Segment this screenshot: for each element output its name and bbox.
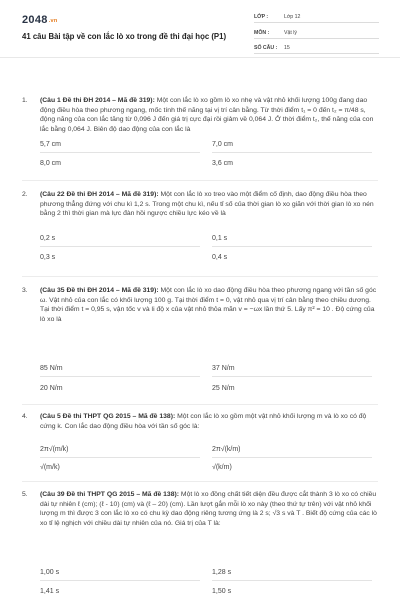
- page-header: [0, 0, 400, 58]
- option-label: 7,0 cm: [212, 141, 234, 148]
- answer-option[interactable]: [40, 460, 200, 476]
- answer-option[interactable]: [212, 442, 372, 458]
- question-body: Một con lắc lò xo dao động điều hòa theo phương ngang với tần số góc ω. Vật nhỏ của con lắc có khối lượng 100 g. Tại thời điểm t = 0, vật nhỏ qua vị trí cân bằng theo chiều dương. Tại thời điểm t = 0,95 s, vận tốc v và li độ x của vật nhỏ thỏa mãn v = −ωx lần thứ 5. Lấy π² = 10 . Độ cứng của lò xo là: [40, 287, 377, 323]
- question-number: 5.: [22, 491, 28, 498]
- divider: [22, 404, 378, 405]
- answer-option[interactable]: [212, 361, 372, 377]
- divider: [40, 457, 200, 458]
- option-label: 20 N/m: [40, 385, 63, 392]
- answer-option[interactable]: [40, 442, 200, 458]
- option-label: √(m/k): [40, 464, 60, 471]
- question-body: Một con lắc lò xo treo vào một điểm cố định, dao động điều hòa theo phương thẳng đứng với chu kì 1,2 s. Trong một chu kì, nếu tỉ số của thời gian lò xo giãn với thời gian lò xo nén bằng 2 thì thời gian mà lực đàn hồi ngược chiều lực kéo về là: [40, 191, 374, 218]
- divider: [40, 376, 200, 377]
- option-label: 5,7 cm: [40, 141, 62, 148]
- meta-subject: [254, 27, 379, 39]
- meta-label: LỚP :: [254, 14, 269, 20]
- option-label: 2π√(k/m): [212, 446, 241, 453]
- question-body: Một con lắc lò xo gồm lò xo nhẹ và vật nhỏ khối lượng 100g đang dao động điều hòa theo phương ngang, mốc tính thế năng tại vị trí cân bằng. Từ thời điểm t₁ = 0 đến t₂ = π/48 s, động năng của con lắc tăng từ 0,096 J đến giá trị cực đại rồi giảm về 0,064 J. Ở thời điểm t₂, thế năng của con lắc bằng 0,064 J. Biên độ dao động của con lắc là: [40, 97, 374, 133]
- divider: [212, 457, 372, 458]
- option-label: 1,00 s: [40, 569, 60, 576]
- option-label: √(k/m): [212, 464, 232, 471]
- answer-option[interactable]: [40, 361, 200, 377]
- divider: [22, 276, 378, 277]
- option-label: 1,28 s: [212, 569, 232, 576]
- answer-option[interactable]: [212, 460, 372, 476]
- option-label: 0,2 s: [40, 235, 56, 242]
- divider: [212, 246, 372, 247]
- option-label: 8,0 cm: [40, 160, 62, 167]
- option-label: 3,6 cm: [212, 160, 234, 167]
- question-source: (Câu 22 Đề thi ĐH 2014 – Mã đề 319):: [40, 191, 159, 198]
- logo-text: 2048: [22, 14, 48, 26]
- option-label: 0,4 s: [212, 254, 228, 261]
- question-number: 3.: [22, 287, 28, 294]
- meta-label: SỐ CÂU :: [254, 45, 278, 51]
- divider: [22, 481, 378, 482]
- divider: [212, 580, 372, 581]
- answer-option[interactable]: [212, 137, 372, 153]
- meta-count: [254, 42, 379, 54]
- question-body: Một lò xo đồng chất tiết diện đều được cắt thành 3 lò xo có chiều dài tự nhiên ℓ (cm); (ℓ - 10) (cm) và (ℓ – 20) (cm). Lần lượt gắn mỗi lò xo này (theo thứ tự trên) với vật nhỏ khối lượng m thì được 3 con lắc lò xo có chu kỳ dao động riêng tương ứng là 2 s; √3 s và T . Biết độ cứng của các lò xo tỉ lệ nghịch với chiều dài tự nhiên của nó. Giá trị của T là:: [40, 491, 377, 527]
- question-source: (Câu 1 Đề thi ĐH 2014 – Mã đề 319):: [40, 97, 155, 104]
- answer-option[interactable]: [40, 584, 200, 600]
- answer-option[interactable]: [212, 156, 372, 172]
- answer-option[interactable]: [40, 381, 200, 397]
- option-label: 25 N/m: [212, 385, 235, 392]
- meta-value: 15: [284, 45, 290, 51]
- meta-label: MÔN :: [254, 30, 270, 36]
- question-text: [40, 490, 380, 529]
- option-label: 85 N/m: [40, 365, 63, 372]
- question-source: (Câu 39 Đề thi THPT QG 2015 – Mã đề 138):: [40, 491, 180, 498]
- question-body: Một con lắc lò xo gồm một vật nhỏ khối lượng m và lò xo có độ cứng k. Con lắc dao động điều hòa với tần số góc là:: [40, 413, 367, 430]
- divider: [40, 152, 200, 153]
- meta-value: Lớp 12: [284, 14, 301, 20]
- divider: [40, 246, 200, 247]
- page-title: 41 câu Bài tập về con lắc lò xo trong đề thi đại học (P1): [22, 32, 227, 41]
- answer-option[interactable]: [212, 584, 372, 600]
- divider: [40, 580, 200, 581]
- divider: [22, 180, 378, 181]
- option-label: 0,3 s: [40, 254, 56, 261]
- question-number: 4.: [22, 413, 28, 420]
- question-text: [40, 286, 380, 325]
- question-number: 1.: [22, 97, 28, 104]
- answer-option[interactable]: [212, 565, 372, 581]
- question-source: (Câu 5 Đề thi THPT QG 2015 – Mã đề 138):: [40, 413, 176, 420]
- answer-option[interactable]: [40, 250, 200, 266]
- answer-option[interactable]: [40, 231, 200, 247]
- option-label: 0,1 s: [212, 235, 228, 242]
- site-logo[interactable]: [22, 13, 58, 29]
- question-text: [40, 190, 380, 219]
- option-label: 1,50 s: [212, 588, 232, 595]
- option-label: 2π√(m/k): [40, 446, 69, 453]
- logo-suffix: .vn: [48, 18, 58, 24]
- question-source: (Câu 35 Đề thi ĐH 2014 – Mã đề 319):: [40, 287, 159, 294]
- question-number: 2.: [22, 191, 28, 198]
- option-label: 37 N/m: [212, 365, 235, 372]
- answer-option[interactable]: [212, 231, 372, 247]
- divider: [212, 152, 372, 153]
- answer-option[interactable]: [212, 381, 372, 397]
- option-label: 1,41 s: [40, 588, 60, 595]
- meta-value: Vật lý: [284, 30, 297, 36]
- answer-option[interactable]: [212, 250, 372, 266]
- question-text: [40, 412, 380, 431]
- divider: [212, 376, 372, 377]
- answer-option[interactable]: [40, 156, 200, 172]
- answer-option[interactable]: [40, 137, 200, 153]
- answer-option[interactable]: [40, 565, 200, 581]
- meta-class: [254, 11, 379, 23]
- question-text: [40, 96, 380, 135]
